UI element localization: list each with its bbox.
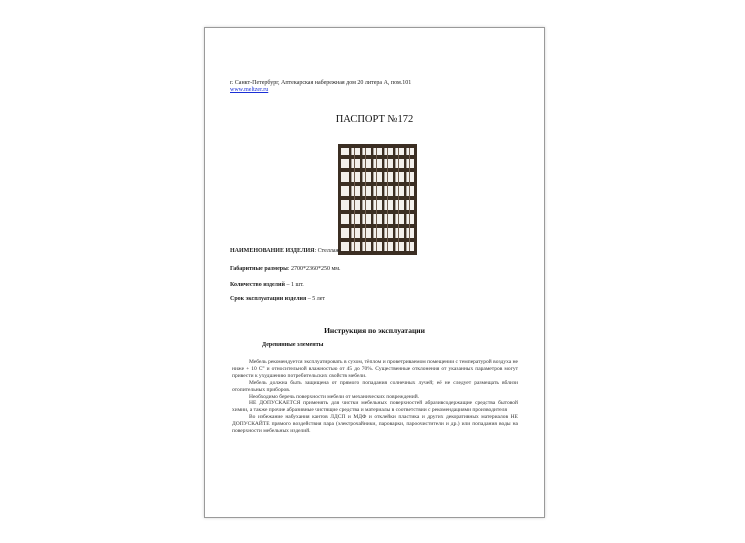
- paragraph: НЕ ДОПУСКАЕТСЯ применять для чистки мебельных поверхностей абразивсодержащие средства бытовой химии, а также прочие абразивные чистящие средства и материалы в соответствии с рекомендациями производителя: [232, 400, 518, 414]
- paragraph: Мебель должна быть защищена от прямого попадания солнечных лучей; её не следует размещать вблизи отопительных приборов.: [232, 379, 518, 393]
- field-service-life: Срок эксплуатации изделия – 5 лет: [230, 296, 325, 302]
- document-page: [204, 27, 545, 518]
- field-dimensions: Габаритные размеры: 2700*2360*250 мм.: [230, 266, 341, 272]
- instructions-body: [232, 359, 518, 435]
- website-link[interactable]: www.meltzer.ru: [230, 87, 269, 93]
- paragraph: Необходимо беречь поверхности мебели от механических повреждений.: [249, 393, 420, 400]
- field-product-name: НАИМЕНОВАНИЕ ИЗДЕЛИЯ: Стеллаж.: [230, 248, 342, 254]
- field-quantity: Количество изделий – 1 шт.: [230, 282, 304, 288]
- passport-title: ПАСПОРТ №172: [335, 114, 414, 125]
- paragraph: Мебель рекомендуется эксплуатировать в сухом, тёплом и проветриваемом помещении с температурой воздуха не ниже + 10 С° и относительной влажностью от 45 до 70%. Существенные отклонения от указанных параметров могут привести к ухудшению потребительских свойств мебели.: [232, 359, 518, 379]
- paragraph: Во избежание набухания кантов ЛДСП и МДФ и отклейки пластика и других декоративных материалов НЕ ДОПУСКАЙТЕ прямого воздействия пара (электрочайники, пароварки, пароочистители и др.) или попадания воды на поверхности мебельных изделий.: [232, 414, 518, 435]
- section-heading-wood: Деревянные элементы: [262, 342, 324, 348]
- instructions-heading: Инструкция по эксплуатации: [324, 326, 425, 335]
- shelving-unit-image: [338, 144, 417, 255]
- company-address: г. Санкт-Петербург, Аптекарская набережная дом 20 литера А, пом.101: [230, 80, 412, 86]
